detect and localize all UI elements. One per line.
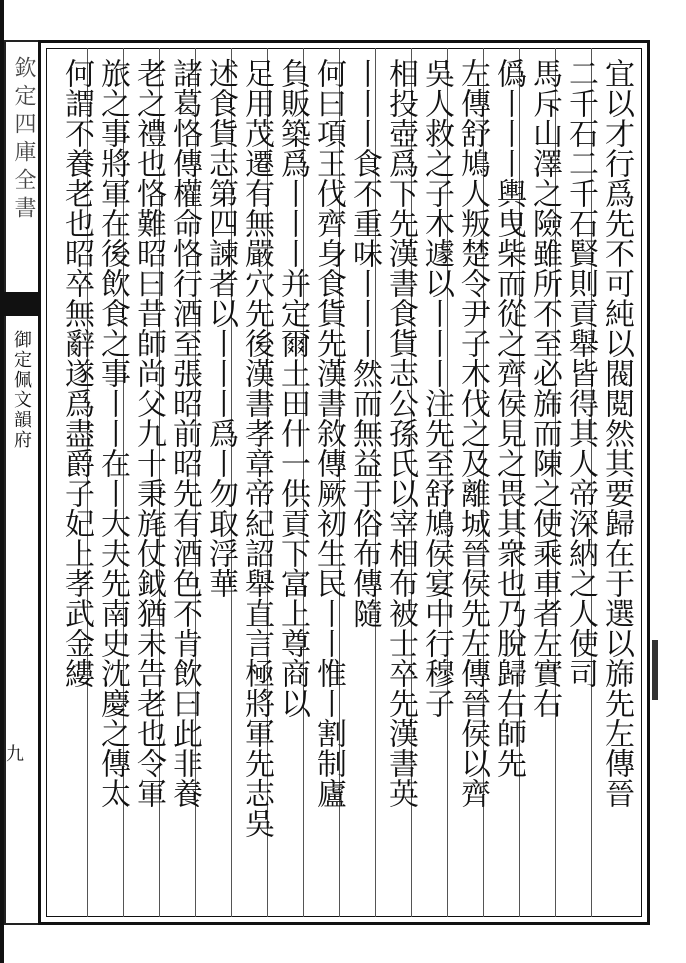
- text-column: 何謂不養老也昭卒無辭遂爲盡爵子妃上孝武金縷: [59, 58, 94, 688]
- text-column: 老之禮也恪難昭曰昔師尚父九十秉旄仗鉞猶未告老也令軍: [131, 58, 166, 808]
- text-column: 諸葛恪傳權命恪行酒至張昭前昭先有酒色不肯飲曰此非養: [167, 58, 202, 808]
- text-column: 相投壺爲下先漢書食貨志公孫氏以宰相布被士卒先漢書英: [383, 58, 418, 808]
- text-column: 僞丨丨丨輿曳柴而從之齊侯見之畏其衆也乃脫歸右師先: [491, 58, 526, 778]
- book-subtitle: 御定佩文韻府: [11, 330, 32, 450]
- text-column: 宜以才行爲先不可純以閥閲然其要歸在于選以旆先左傳晉: [599, 58, 634, 808]
- text-column: 馬斥山澤之險雖所不至必旆而陳之使乘車者左實右: [527, 58, 562, 718]
- margin-fishtail-bar: [4, 292, 38, 316]
- text-column: 述食貨志第四諫者以丨丨丨爲丨勿取浮華: [203, 58, 238, 598]
- page-number: 九: [6, 744, 24, 765]
- text-column: 足用茂遷有無嚴穴先後漢書孝章帝紀詔舉直言極將軍先志吳: [239, 58, 274, 838]
- text-column: 負販築爲丨丨丨并定爾土田什一供貢下富上尊商以: [275, 58, 310, 718]
- text-column: 吳人救之子木遽以丨丨丨注先至舒鳩侯宴中行穆子: [419, 58, 454, 718]
- text-column: 二千石二千石賢則貢舉皆得其人帝深納之人使司: [563, 58, 598, 688]
- text-column: 丨丨丨食不重味丨丨丨然而無益于俗布傳隨: [347, 58, 382, 628]
- text-column: 何曰項王伐齊身食貨先漢書敘傳厥初生民丨丨惟丨割制廬: [311, 58, 346, 808]
- text-column: 左傳舒鳩人叛楚令尹子木伐之及離城晉侯先左傳晉侯以齊: [455, 58, 490, 808]
- book-title: 欽定四庫全書: [11, 56, 36, 224]
- text-column: 旅之事將軍在後飲食之事丨丨在丨大夫先南史沈慶之傳太: [95, 58, 130, 808]
- scan-edge-right: [652, 640, 658, 700]
